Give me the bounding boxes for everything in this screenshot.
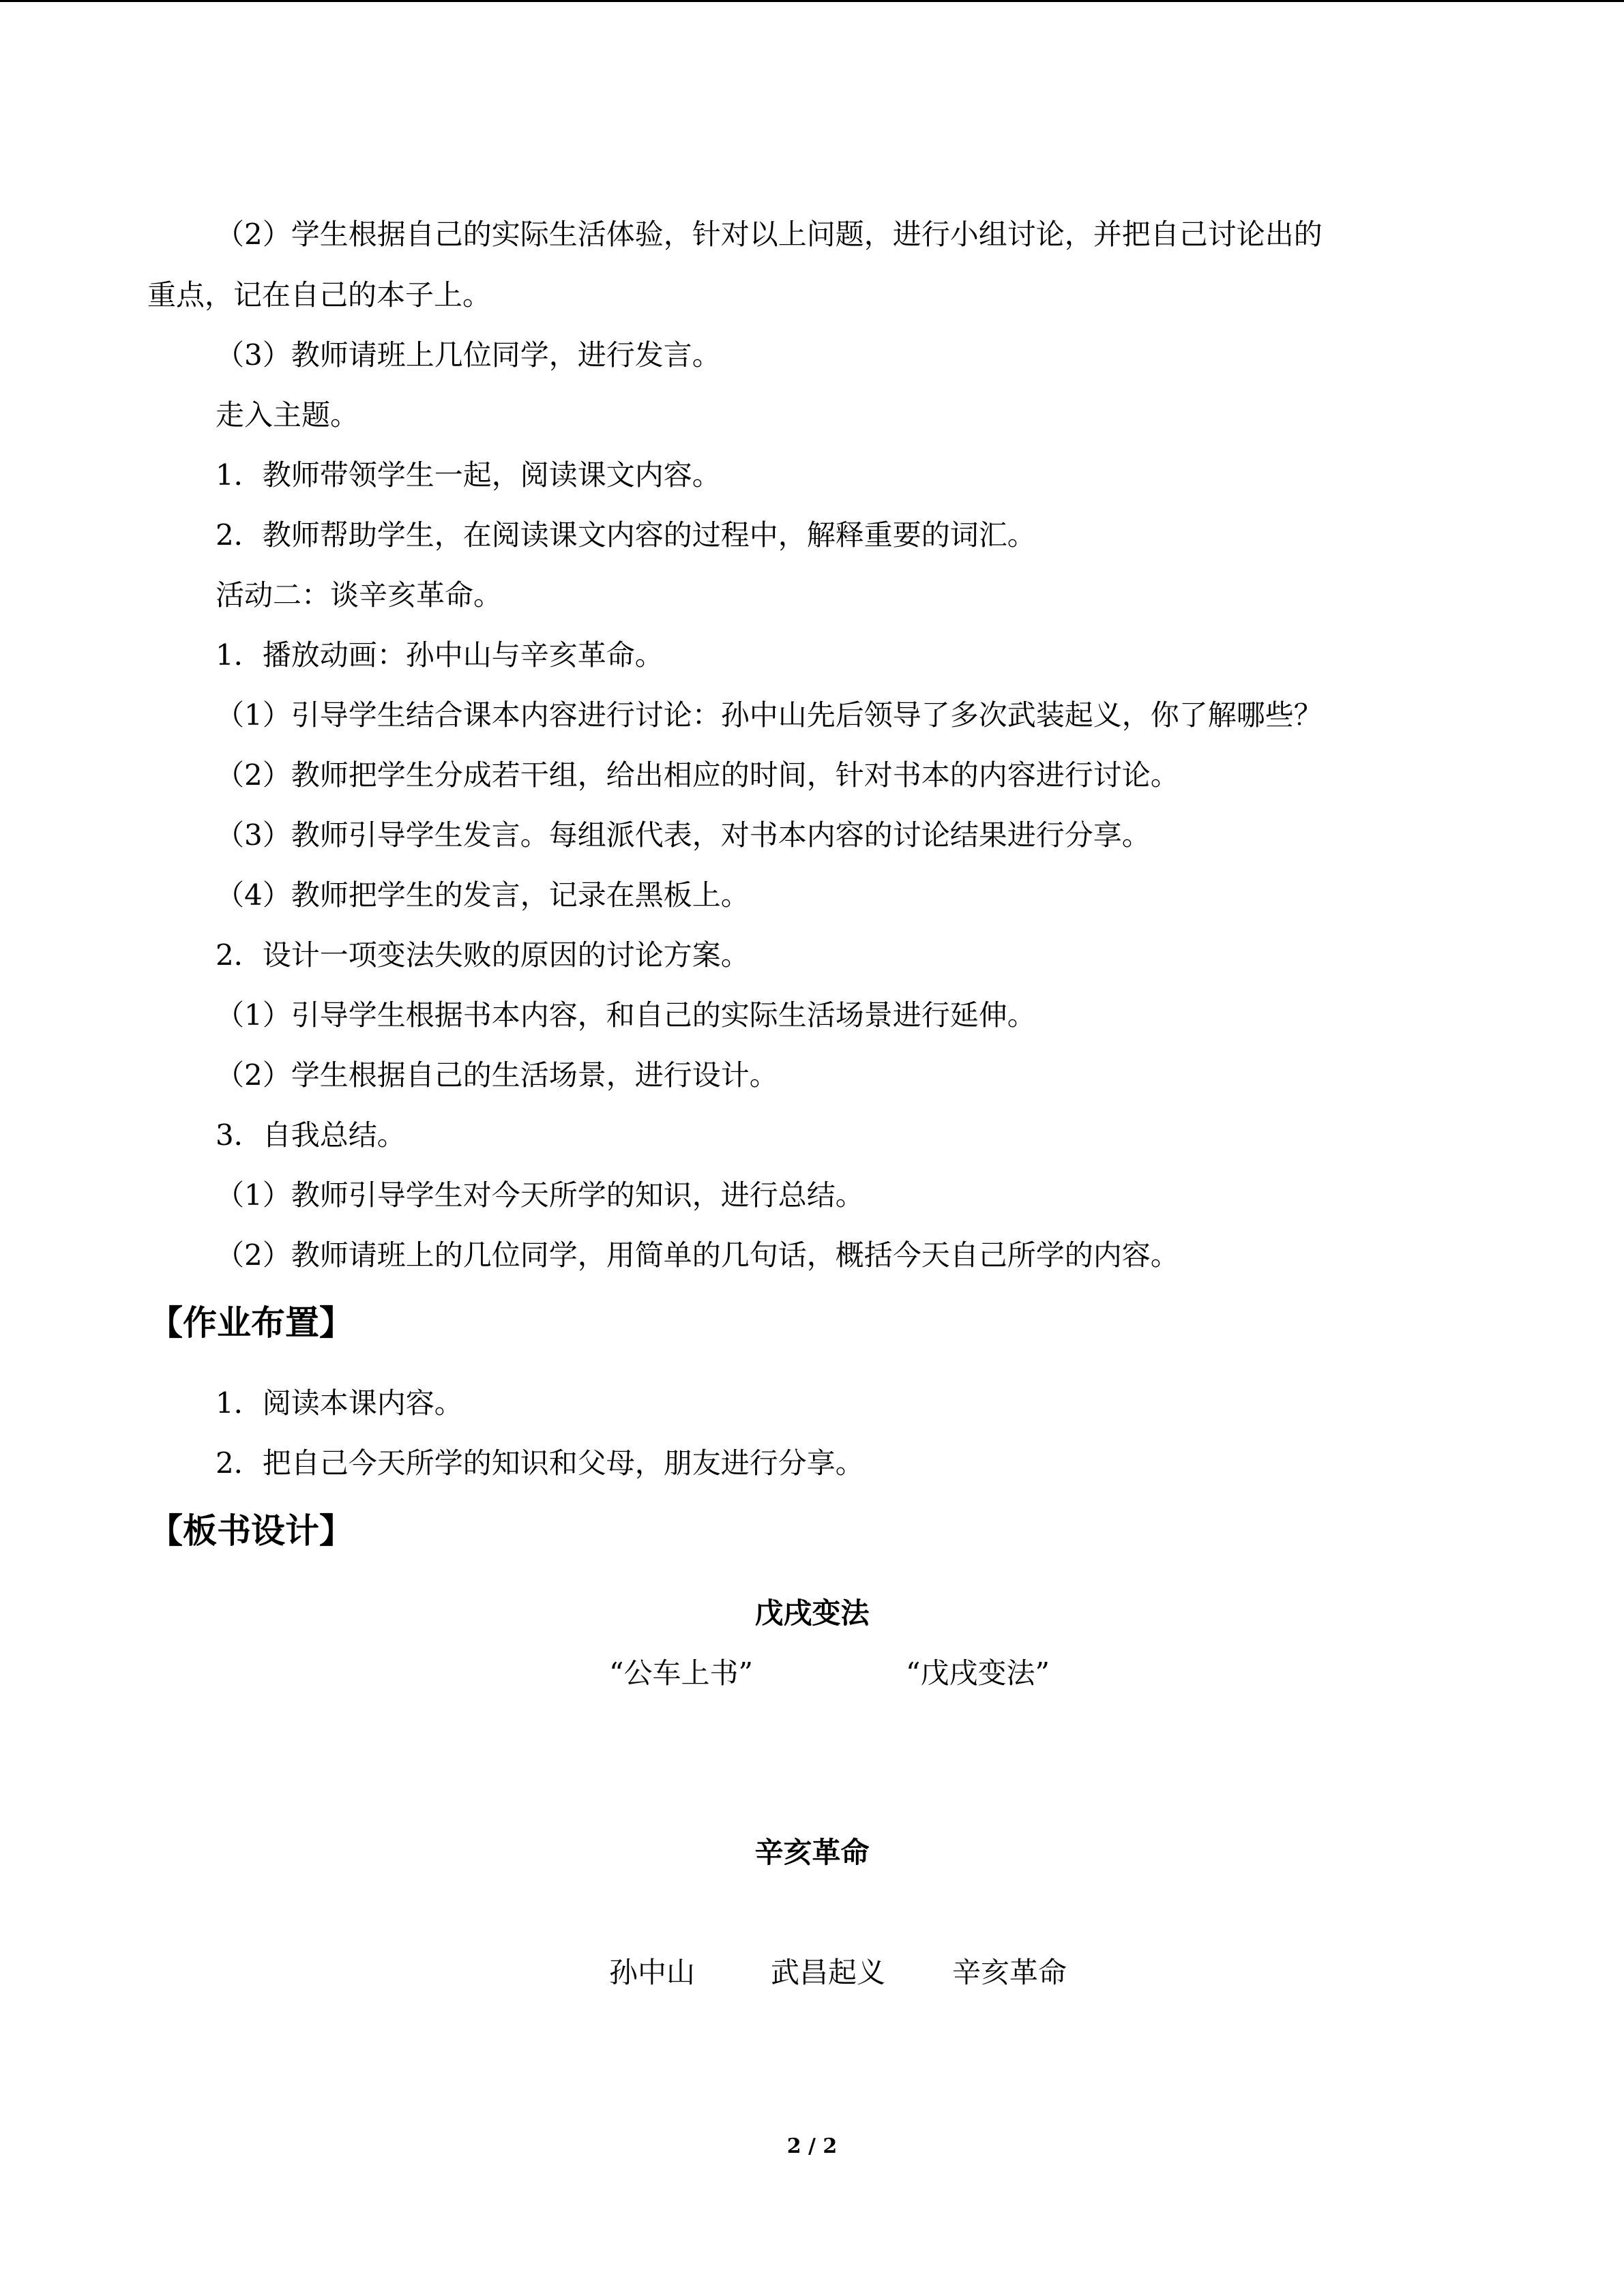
board-item: 辛亥革命 xyxy=(952,1956,1067,1989)
paragraph-line: （1）教师引导学生对今天所学的知识，进行总结。 xyxy=(216,1178,864,1212)
paragraph-line: （4）教师把学生的发言，记录在黑板上。 xyxy=(216,878,750,912)
paragraph-line: （1）引导学生根据书本内容，和自己的实际生活场景进行延伸。 xyxy=(216,998,1036,1032)
board-item: 武昌起义 xyxy=(771,1956,886,1989)
top-border xyxy=(0,0,1624,2)
board-item: “公车上书” xyxy=(609,1656,753,1690)
paragraph-line: （2）学生根据自己的实际生活体验，针对以上问题，进行小组讨论，并把自己讨论出的 xyxy=(216,218,1323,251)
board-design-heading: 【板书设计】 xyxy=(149,1511,353,1551)
paragraph-line: （3）教师引导学生发言。每组派代表，对书本内容的讨论结果进行分享。 xyxy=(216,818,1151,852)
paragraph-line: 重点，记在自己的本子上。 xyxy=(147,278,492,312)
board-item: “戊戌变法” xyxy=(906,1656,1050,1690)
paragraph-line: （3）教师请班上几位同学，进行发言。 xyxy=(216,338,721,372)
board-title-reform: 戊戌变法 xyxy=(754,1596,870,1630)
board-item: 孙中山 xyxy=(609,1956,696,1989)
homework-item: 1．阅读本课内容。 xyxy=(216,1386,463,1420)
paragraph-line: 2．教师帮助学生，在阅读课文内容的过程中，解释重要的词汇。 xyxy=(216,518,1036,552)
paragraph-line: （2）教师把学生分成若干组，给出相应的时间，针对书本的内容进行讨论。 xyxy=(216,758,1179,792)
paragraph-line: 3．自我总结。 xyxy=(216,1118,406,1152)
paragraph-line: 1．播放动画：孙中山与辛亥革命。 xyxy=(216,638,664,672)
paragraph-line: （1）引导学生结合课本内容进行讨论：孙中山先后领导了多次武装起义，你了解哪些？ xyxy=(216,698,1323,732)
paragraph-line: 1．教师带领学生一起，阅读课文内容。 xyxy=(216,458,721,492)
paragraph-line: （2）学生根据自己的生活场景，进行设计。 xyxy=(216,1058,778,1092)
paragraph-line: 走入主题。 xyxy=(216,398,359,432)
homework-item: 2．把自己今天所学的知识和父母，朋友进行分享。 xyxy=(216,1446,864,1480)
paragraph-line: 2．设计一项变法失败的原因的讨论方案。 xyxy=(216,938,750,972)
page-number: 2 / 2 xyxy=(786,2134,838,2158)
paragraph-line: （2）教师请班上的几位同学，用简单的几句话，概括今天自己所学的内容。 xyxy=(216,1238,1179,1272)
homework-heading: 【作业布置】 xyxy=(149,1303,353,1343)
paragraph-line: 活动二：谈辛亥革命。 xyxy=(216,578,503,612)
board-title-revolution: 辛亥革命 xyxy=(754,1836,870,1869)
